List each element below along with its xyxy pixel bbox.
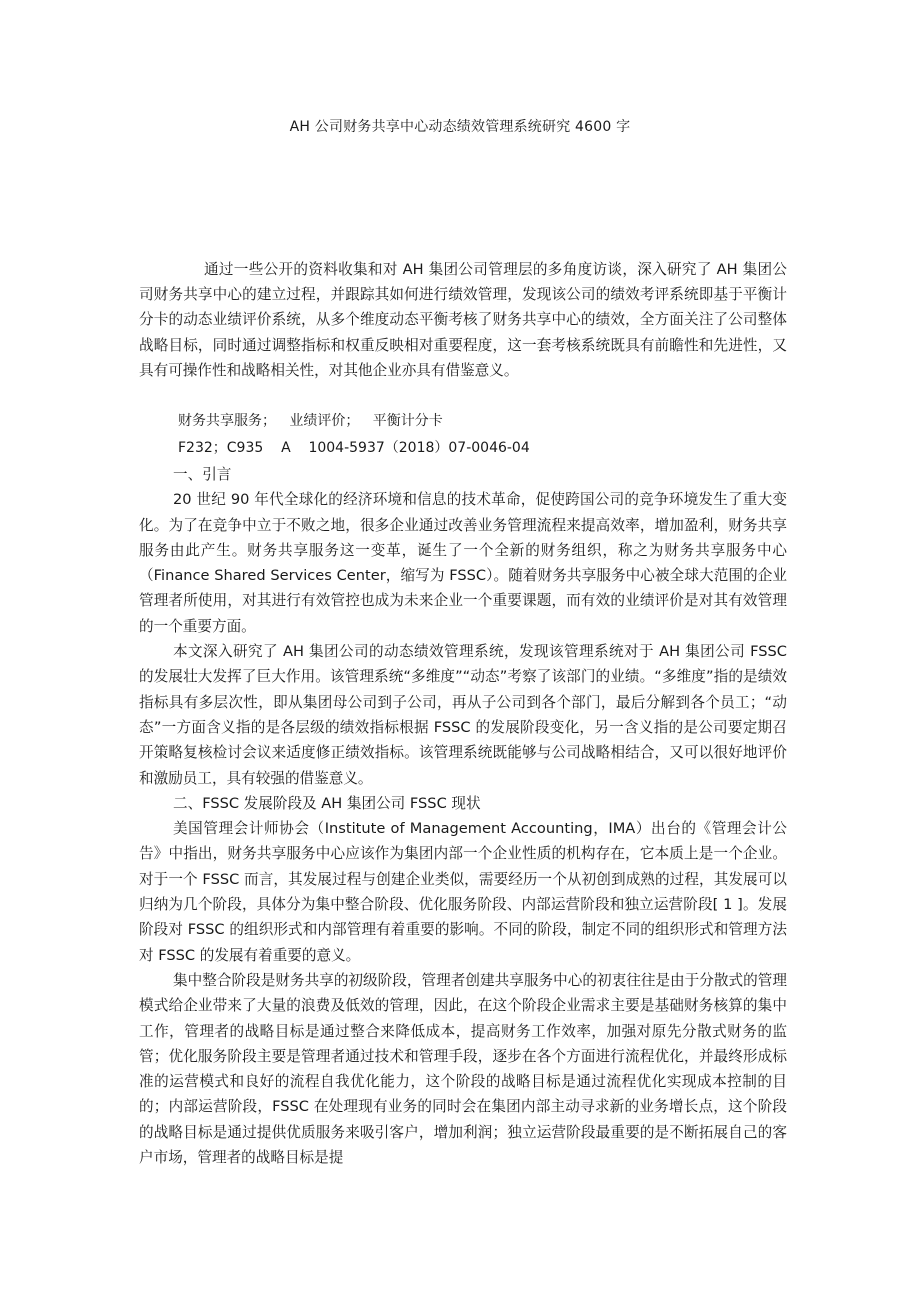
section-heading-fssc-stages: 二、FSSC 发展阶段及 AH 集团公司 FSSC 现状 [173,794,481,812]
keywords-line: 财务共享服务； 业绩评价； 平衡计分卡 [178,413,443,429]
section-heading-introduction: 一、引言 [173,466,232,483]
body-paragraph: 20 世纪 90 年代全球化的经济环境和信息的技术革命，促使跨国公司的竞争环境发生了重大变化。为了在竞争中立于不败之地，很多企业通过改善业务管理流程来提高效率，增加盈利，财务共享服务由此产生。财务共享服务这一变革，诞生了一个全新的财务组织，称之为财务共享服务中心（Finance Shared Services Center，缩写为 FSSC）。随着财务共享服务中心被全球大范围的企业管理者所使用，对其进行有效管控也成为未来企业一个重要课题，而有效的业绩评价是对其有效管理的一个重要方面。 [139,491,787,635]
body-paragraph: 集中整合阶段是财务共享的初级阶段，管理者创建共享服务中心的初衷往往是由于分散式的管理模式给企业带来了大量的浪费及低效的管理，因此，在这个阶段企业需求主要是基础财务核算的集中工作，管理者的战略目标是通过整合来降低成本，提高财务工作效率，加强对原先分散式财务的监管；优化服务阶段主要是管理者通过技术和管理手段，逐步在各个方面进行流程优化，并最终形成标准的运营模式和良好的流程自我优化能力，这个阶段的战略目标是通过流程优化实现成本控制的目的；内部运营阶段，FSSC 在处理现有业务的同时会在集团内部主动寻求新的业务增长点，这个阶段的战略目标是通过提供优质服务来吸引客户，增加利润；独立运营阶段最重要的是不断拓展自己的客户市场，管理者的战略目标是提 [139,971,787,1167]
classification-line: F232；C935 A 1004-5937（2018）07-0046-04 [178,440,530,456]
body-paragraph: 美国管理会计师协会（Institute of Management Accounting，IMA）出台的《管理会计公告》中指出，财务共享服务中心应该作为集团内部一个企业性质的机构存在，它本质上是一个企业。对于一个 FSSC 而言，其发展过程与创建企业类似，需要经历一个从初创到成熟的过程，其发展可以归纳为几个阶段，具体分为集中整合阶段、优化服务阶段、内部运营阶段和独立运营阶段[ 1 ]。发展阶段对 FSSC 的组织形式和内部管理有着重要的影响。不同的阶段，制定不同的组织形式和管理方法对 FSSC 的发展有着重要的意义。 [139,820,787,964]
body-paragraph: 本文深入研究了 AH 集团公司的动态绩效管理系统，发现该管理系统对于 AH 集团公司 FSSC 的发展壮大发挥了巨大作用。该管理系统“多维度”“动态”考察了该部门的业绩。“多维度”指的是绩效指标具有多层次性，即从集团母公司到子公司，再从子公司到各个部门，最后分解到各个员工；“动态”一方面含义指的是各层级的绩效指标根据 FSSC 的发展阶段变化，另一含义指的是公司要定期召开策略复核检讨会议来适度修正绩效指标。该管理系统既能够与公司战略相结合，又可以很好地评价和激励员工，具有较强的借鉴意义。 [139,643,787,787]
document-title: AH 公司财务共享中心动态绩效管理系统研究 4600 字 [289,119,631,135]
article-body [139,462,787,1170]
abstract-paragraph: 通过一些公开的资料收集和对 AH 集团公司管理层的多角度访谈，深入研究了 AH 集团公司财务共享中心的建立过程，并跟踪其如何进行绩效管理，发现该公司的绩效考评系统即基于平衡计分卡的动态业绩评价系统，从多个维度动态平衡考核了财务共享中心的绩效，全方面关注了公司整体战略目标，同时通过调整指标和权重反映相对重要程度，这一套考核系统既具有前瞻性和先进性，又具有可操作性和战略相关性，对其他企业亦具有借鉴意义。 [139,261,787,379]
